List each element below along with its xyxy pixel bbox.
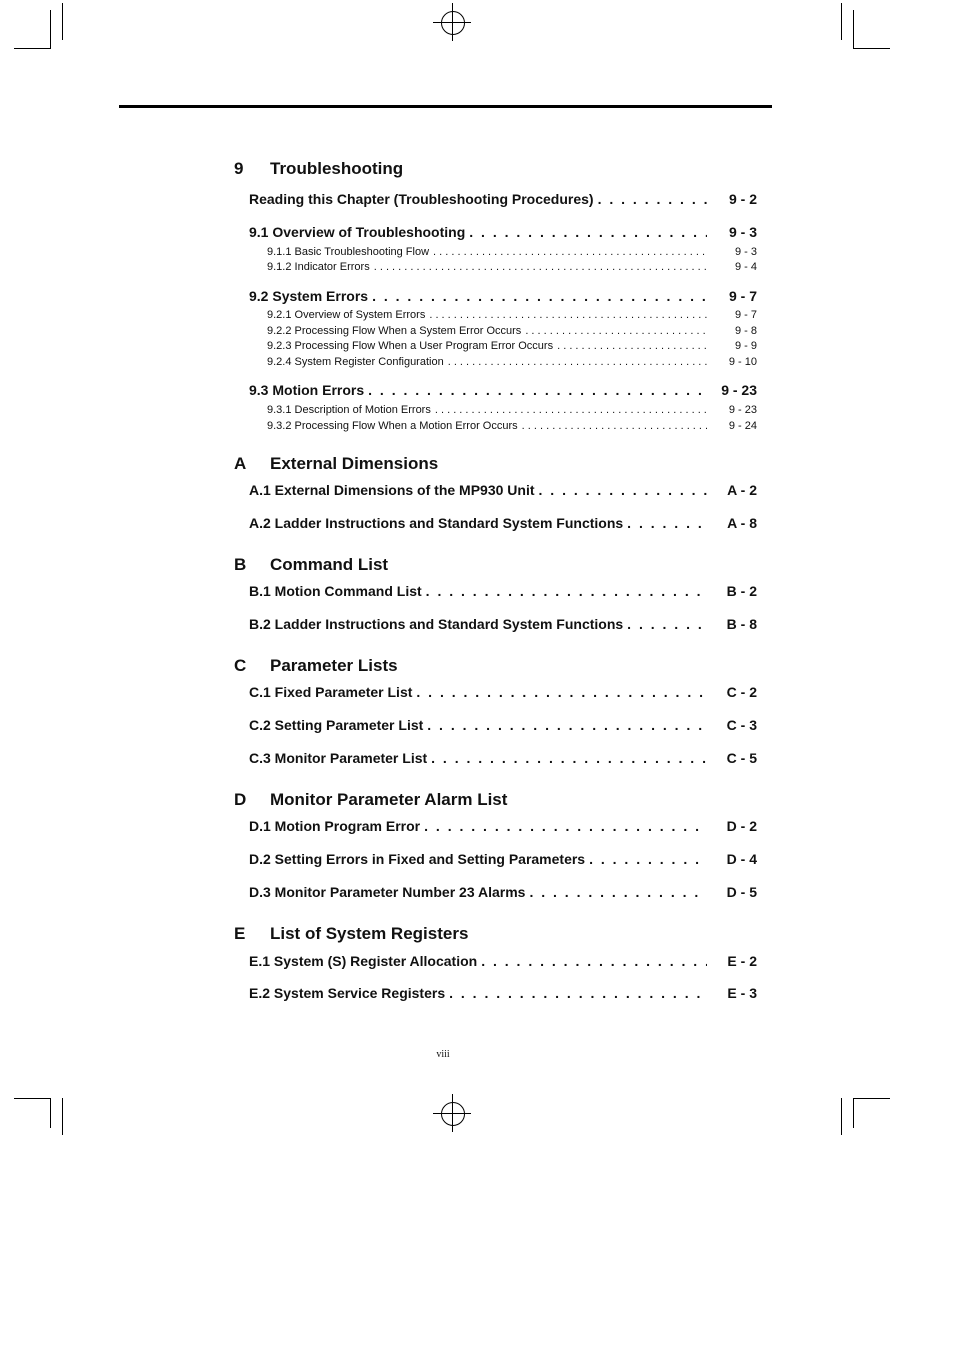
chapter-heading bbox=[234, 656, 764, 678]
toc-entry[interactable] bbox=[249, 224, 757, 240]
chapter-title: List of System Registers bbox=[270, 924, 469, 943]
crop-mark-top-left-v2 bbox=[50, 10, 51, 48]
toc-subentry[interactable] bbox=[267, 356, 757, 368]
toc-entry-label: 9.2.2 Processing Flow When a System Error Occurs bbox=[267, 325, 522, 337]
toc-entry[interactable] bbox=[249, 884, 757, 900]
chapter-title: Parameter Lists bbox=[270, 656, 398, 675]
leader-dots bbox=[525, 884, 707, 900]
toc-entry-page: E - 2 bbox=[727, 953, 757, 969]
toc-entry-label: B.1 Motion Command List bbox=[249, 583, 422, 599]
toc-subentry[interactable] bbox=[267, 420, 757, 432]
toc-entry-page: 9 - 2 bbox=[728, 191, 757, 207]
toc-entry-page: A - 2 bbox=[727, 482, 757, 498]
chapter-title: Monitor Parameter Alarm List bbox=[270, 790, 508, 809]
leader-dots bbox=[431, 404, 707, 416]
toc-entry[interactable] bbox=[249, 818, 757, 834]
toc-entry-label: 9.1.2 Indicator Errors bbox=[267, 261, 370, 273]
toc-entry[interactable] bbox=[249, 382, 757, 398]
toc-subentry[interactable] bbox=[267, 404, 757, 416]
leader-dots bbox=[623, 616, 707, 632]
toc-entry-page: D - 5 bbox=[726, 884, 757, 900]
chapter-number: D bbox=[234, 790, 247, 809]
leader-dots bbox=[518, 420, 707, 432]
toc-entry-label: 9.1.1 Basic Troubleshooting Flow bbox=[267, 246, 430, 258]
leader-dots bbox=[427, 750, 707, 766]
crop-mark-top-right-v2 bbox=[853, 10, 854, 48]
toc-entry-label: D.2 Setting Errors in Fixed and Setting Parameters bbox=[249, 851, 586, 867]
toc-entry-page: E - 3 bbox=[727, 985, 757, 1001]
registration-mark-top bbox=[441, 11, 465, 35]
leader-dots bbox=[445, 985, 707, 1001]
toc-entry-label: 9.2.4 System Register Configuration bbox=[267, 356, 444, 368]
chapter-number: E bbox=[234, 924, 246, 943]
toc-entry-label: B.2 Ladder Instructions and Standard System Functions bbox=[249, 616, 624, 632]
leader-dots bbox=[535, 482, 707, 498]
leader-dots bbox=[477, 953, 707, 969]
toc-entry-label: 9.2.1 Overview of System Errors bbox=[267, 309, 426, 321]
leader-dots bbox=[623, 515, 707, 531]
toc-entry-page: 9 - 4 bbox=[734, 261, 757, 273]
chapter-heading bbox=[234, 159, 764, 181]
toc-entry-page: 9 - 24 bbox=[728, 420, 757, 432]
toc-entry[interactable] bbox=[249, 684, 757, 700]
crop-mark-top-right-v bbox=[841, 3, 842, 40]
chapter-number: A bbox=[234, 454, 247, 473]
toc-subentry[interactable] bbox=[267, 340, 757, 352]
leader-dots bbox=[444, 356, 707, 368]
toc-entry[interactable] bbox=[249, 953, 757, 969]
leader-dots bbox=[553, 340, 707, 352]
chapter-title: Command List bbox=[270, 555, 389, 574]
toc-entry-page: 9 - 8 bbox=[734, 325, 757, 337]
toc-entry-label: C.1 Fixed Parameter List bbox=[249, 684, 413, 700]
toc-subentry[interactable] bbox=[267, 309, 757, 321]
toc-entry-page: C - 2 bbox=[726, 684, 757, 700]
chapter-number: 9 bbox=[234, 159, 244, 178]
chapter-heading bbox=[234, 454, 764, 476]
toc-entry-label: A.2 Ladder Instructions and Standard System Functions bbox=[249, 515, 624, 531]
toc-entry[interactable] bbox=[249, 985, 757, 1001]
toc-entry-page: 9 - 3 bbox=[728, 224, 757, 240]
toc-entry-page: C - 3 bbox=[726, 717, 757, 733]
crop-mark-bottom-left-h bbox=[14, 1098, 51, 1099]
toc-entry-label: D.3 Monitor Parameter Number 23 Alarms bbox=[249, 884, 526, 900]
toc-entry-page: D - 2 bbox=[726, 818, 757, 834]
toc-entry-page: 9 - 7 bbox=[734, 309, 757, 321]
crop-mark-top-right-h bbox=[853, 48, 890, 49]
leader-dots bbox=[429, 246, 707, 258]
leader-dots bbox=[585, 851, 707, 867]
toc-entry[interactable] bbox=[249, 616, 757, 632]
chapter-number: C bbox=[234, 656, 247, 675]
chapter-title: External Dimensions bbox=[270, 454, 439, 473]
leader-dots bbox=[412, 684, 707, 700]
toc-entry-page: B - 8 bbox=[726, 616, 757, 632]
crop-mark-bottom-left-v2 bbox=[50, 1098, 51, 1128]
toc-entry-label: 9.2 System Errors bbox=[249, 288, 369, 304]
leader-dots bbox=[423, 717, 707, 733]
page-number: viii bbox=[436, 1049, 450, 1060]
leader-dots bbox=[370, 261, 707, 273]
toc-subentry[interactable] bbox=[267, 261, 757, 273]
crop-mark-bottom-right-v bbox=[841, 1098, 842, 1135]
toc-entry-label: C.2 Setting Parameter List bbox=[249, 717, 424, 733]
toc-entry-label: 9.3.2 Processing Flow When a Motion Error Occurs bbox=[267, 420, 518, 432]
toc-entry-label: Reading this Chapter (Troubleshooting Procedures) bbox=[249, 191, 594, 207]
toc-entry-page: 9 - 3 bbox=[734, 246, 757, 258]
chapter-title: Troubleshooting bbox=[270, 159, 404, 178]
toc-entry-label: 9.1 Overview of Troubleshooting bbox=[249, 224, 466, 240]
toc-entry-page: 9 - 9 bbox=[734, 340, 757, 352]
toc-entry[interactable] bbox=[249, 750, 757, 766]
toc-entry-page: A - 8 bbox=[727, 515, 757, 531]
toc-entry[interactable] bbox=[249, 191, 757, 207]
leader-dots bbox=[465, 224, 707, 240]
leader-dots bbox=[420, 818, 707, 834]
leader-dots bbox=[364, 382, 707, 398]
toc-entry[interactable] bbox=[249, 851, 757, 867]
toc-entry[interactable] bbox=[249, 515, 757, 531]
toc-entry[interactable] bbox=[249, 288, 757, 304]
crop-mark-bottom-right-h bbox=[853, 1098, 890, 1099]
toc-entry-label: D.1 Motion Program Error bbox=[249, 818, 421, 834]
leader-dots bbox=[425, 309, 707, 321]
chapter-heading bbox=[234, 555, 764, 577]
chapter-number: B bbox=[234, 555, 247, 574]
registration-mark-bottom-v bbox=[452, 1094, 453, 1132]
toc-entry-page: C - 5 bbox=[726, 750, 757, 766]
toc-entry-label: A.1 External Dimensions of the MP930 Unit bbox=[249, 482, 535, 498]
toc-subentry[interactable] bbox=[267, 325, 757, 337]
toc-entry-label: 9.3 Motion Errors bbox=[249, 382, 365, 398]
chapter-heading bbox=[234, 790, 764, 812]
toc-entry-page: 9 - 7 bbox=[728, 288, 757, 304]
leader-dots bbox=[521, 325, 707, 337]
crop-mark-top-left-v bbox=[62, 3, 63, 40]
toc-entry[interactable] bbox=[249, 482, 757, 498]
toc-entry[interactable] bbox=[249, 717, 757, 733]
toc-subentry[interactable] bbox=[267, 246, 757, 258]
toc-entry-label: 9.3.1 Description of Motion Errors bbox=[267, 404, 431, 416]
chapter-heading bbox=[234, 924, 764, 946]
toc-entry-label: E.1 System (S) Register Allocation bbox=[249, 953, 478, 969]
toc-entry-page: 9 - 10 bbox=[728, 356, 757, 368]
toc-entry-page: 9 - 23 bbox=[728, 404, 757, 416]
toc-entry[interactable] bbox=[249, 583, 757, 599]
toc-entry-page: B - 2 bbox=[726, 583, 757, 599]
header-rule bbox=[119, 105, 772, 108]
toc-entry-label: E.2 System Service Registers bbox=[249, 985, 446, 1001]
crop-mark-bottom-right-v2 bbox=[853, 1098, 854, 1128]
toc-entry-label: C.3 Monitor Parameter List bbox=[249, 750, 428, 766]
toc-entry-page: D - 4 bbox=[726, 851, 757, 867]
toc-entry-label: 9.2.3 Processing Flow When a User Program Error Occurs bbox=[267, 340, 554, 352]
leader-dots bbox=[368, 288, 707, 304]
leader-dots bbox=[422, 583, 707, 599]
registration-mark-top-v bbox=[452, 3, 453, 41]
crop-mark-bottom-left-v bbox=[62, 1098, 63, 1135]
leader-dots bbox=[594, 191, 707, 207]
crop-mark-top-left-h bbox=[14, 48, 51, 49]
toc-entry-page: 9 - 23 bbox=[721, 382, 757, 398]
registration-mark-bottom bbox=[441, 1102, 465, 1126]
